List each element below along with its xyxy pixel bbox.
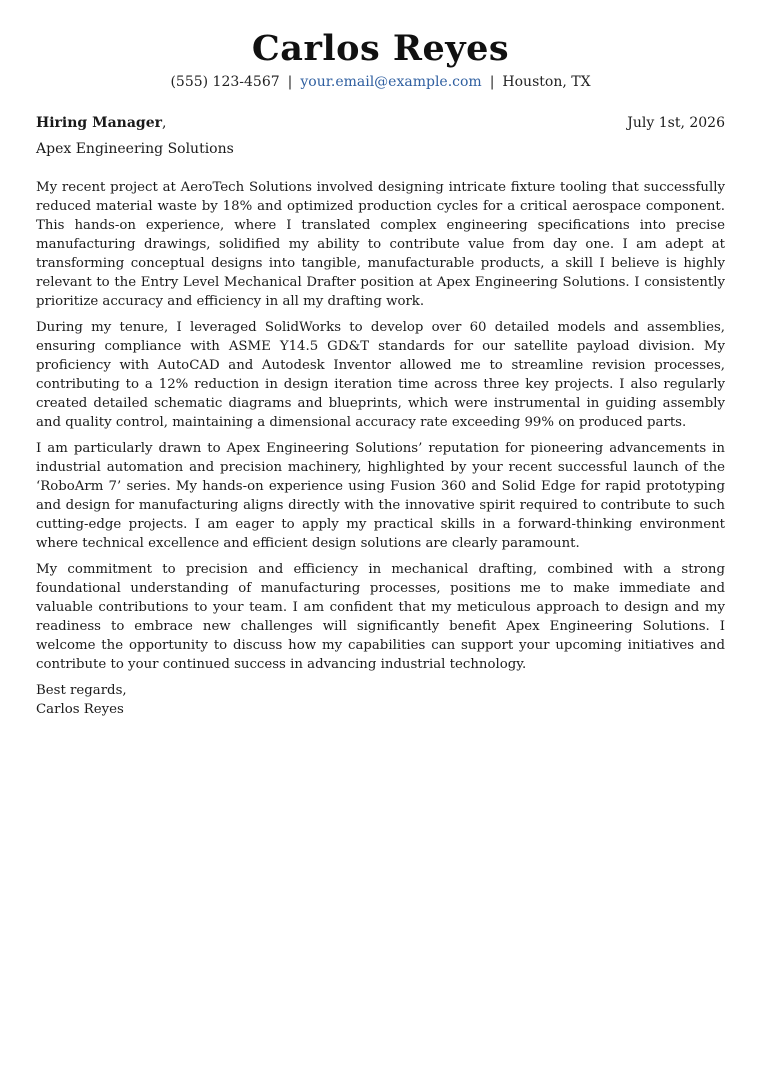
letter-date: July 1st, 2026 [627, 115, 725, 131]
recipient-line [36, 113, 166, 133]
closing-signature: Carlos Reyes [36, 702, 124, 717]
contact-separator: | [287, 74, 293, 90]
email-link[interactable]: your.email@example.com [300, 74, 482, 90]
body-paragraph: During my tenure, I leveraged SolidWorks to develop over 60 detailed models and assemblies, ensuring compliance with ASME Y14.5 GD&T standards for our satellite payload division. My proficiency with AutoCAD and Autodesk Inventor allowed me to streamline revision processes, contributing to a 12% reduction in design iteration time across three key projects. I also regularly created detailed schematic diagrams and blueprints, which were instrumental in guiding assembly and quality control, maintaining a dimensional accuracy rate exceeding 99% on produced parts. [36, 320, 725, 430]
body-paragraph: My recent project at AeroTech Solutions involved designing intricate fixture tooling that successfully reduced material waste by 18% and optimized production cycles for a critical aerospace component. This hands-on experience, where I translated complex engineering specifications into precise manufacturing drawings, solidified my ability to contribute value from day one. I am adept at transforming conceptual designs into tangible, manufacturable products, a skill I believe is highly relevant to the Entry Level Mechanical Drafter position at Apex Engineering Solutions. I consistently prioritize accuracy and efficiency in all my drafting work. [36, 180, 725, 309]
contact-separator: | [489, 74, 495, 90]
contact-line [36, 72, 725, 92]
recipient-date-row [36, 113, 725, 133]
body-paragraph: My commitment to precision and efficiency in mechanical drafting, combined with a strong foundational understanding of manufacturing processes, positions me to make immediate and valuable contributions to your team. I am confident that my meticulous approach to design and my readiness to embrace new challenges will significantly benefit Apex Engineering Solutions. I welcome the opportunity to discuss how my capabilities can support your upcoming initiatives and contribute to your continued success in advancing industrial technology. [36, 562, 725, 672]
closing-salutation: Best regards, [36, 683, 127, 698]
letter-body [36, 178, 725, 674]
recipient-company: Apex Engineering Solutions [36, 141, 234, 157]
cover-letter-page [36, 26, 725, 719]
letter-closing [36, 681, 725, 719]
body-paragraph: I am particularly drawn to Apex Engineering Solutions’ reputation for pioneering advancements in industrial automation and precision machinery, highlighted by your recent successful launch of the ‘RoboArm 7’ series. My hands-on experience using Fusion 360 and Solid Edge for rapid prototyping and design for manufacturing aligns directly with the innovative spirit required to contribute to such cutting-edge projects. I am eager to apply my practical skills in a forward-thinking environment where technical excellence and efficient design solutions are clearly paramount. [36, 441, 725, 551]
applicant-name: Carlos Reyes [251, 28, 510, 69]
recipient-name-suffix: , [161, 115, 167, 131]
location: Houston, TX [502, 74, 591, 90]
recipient-name: Hiring Manager [36, 115, 162, 131]
phone-number: (555) 123-4567 [170, 74, 280, 90]
